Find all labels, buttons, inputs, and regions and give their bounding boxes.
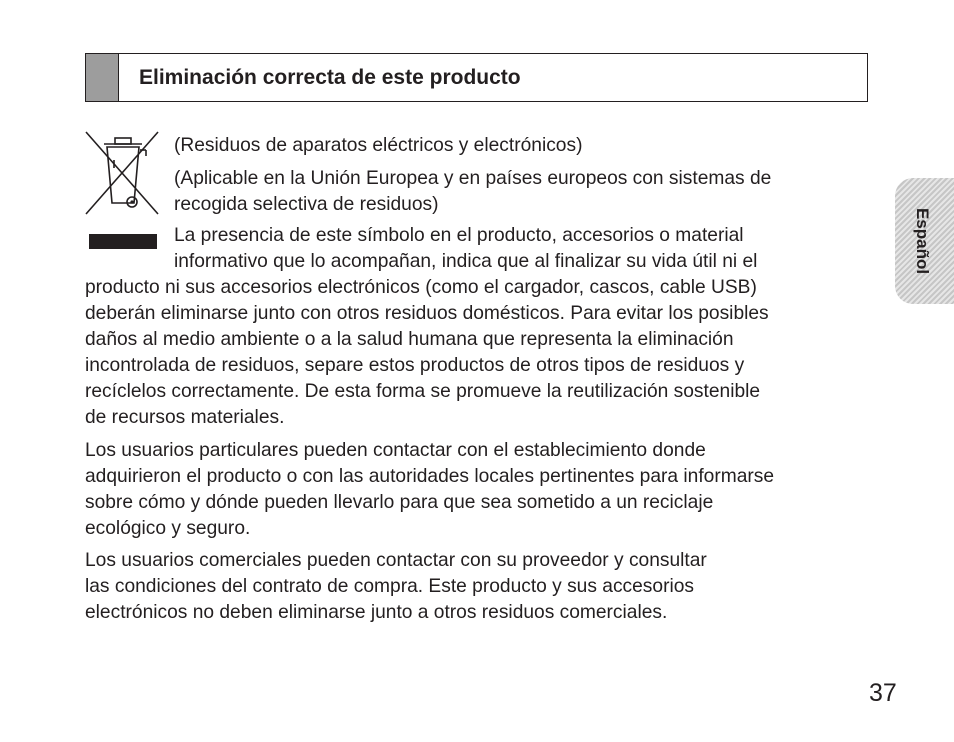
p3-line-5: daños al medio ambiente o a la salud humana que representa la eliminación — [85, 329, 734, 350]
p3-line-1: La presencia de este símbolo en el producto, accesorios o material — [174, 225, 744, 246]
p3-line-3: producto ni sus accesorios electrónicos (como el cargador, cascos, cable USB) — [85, 277, 757, 298]
p2-line-1: (Aplicable en la Unión Europea y en países europeos con sistemas de — [174, 168, 772, 189]
language-label: Español — [913, 207, 932, 275]
title-tab-marker — [86, 54, 119, 101]
p1-line-1: (Residuos de aparatos eléctricos y electrónicos) — [174, 135, 583, 156]
section-title-box — [85, 53, 868, 102]
p3-line-8: de recursos materiales. — [85, 407, 285, 428]
p5-line-3: electrónicos no deben eliminarse junto a otros residuos comerciales. — [85, 602, 668, 623]
p5-line-1: Los usuarios comerciales pueden contactar con su proveedor y consultar — [85, 550, 707, 571]
p2-line-2: recogida selectiva de residuos) — [174, 194, 439, 215]
p3-line-6: incontrolada de residuos, separe estos productos de otros tipos de residuos y — [85, 355, 745, 376]
p3-line-4: deberán eliminarse junto con otros residuos domésticos. Para evitar los posibles — [85, 303, 769, 324]
p3-line-2: informativo que lo acompañan, indica que al finalizar su vida útil ni el — [174, 251, 758, 272]
p5-line-2: las condiciones del contrato de compra. Este producto y sus accesorios — [85, 576, 694, 597]
p4-line-4: ecológico y seguro. — [85, 518, 251, 539]
p3-line-7: recíclelos correctamente. De esta forma se promueve la reutilización sostenible — [85, 381, 761, 402]
crossed-out-wheelie-bin-icon — [84, 130, 162, 216]
p4-line-3: sobre cómo y dónde pueden llevarlo para que sea sometido a un reciclaje — [85, 492, 714, 513]
bin-underline-bar — [89, 234, 157, 249]
section-title: Eliminación correcta de este producto — [139, 66, 521, 89]
p4-line-1: Los usuarios particulares pueden contactar con el establecimiento donde — [85, 440, 706, 461]
page-number: 37 — [869, 679, 897, 707]
p4-line-2: adquirieron el producto o con las autoridades locales pertinentes para informarse — [85, 466, 775, 487]
